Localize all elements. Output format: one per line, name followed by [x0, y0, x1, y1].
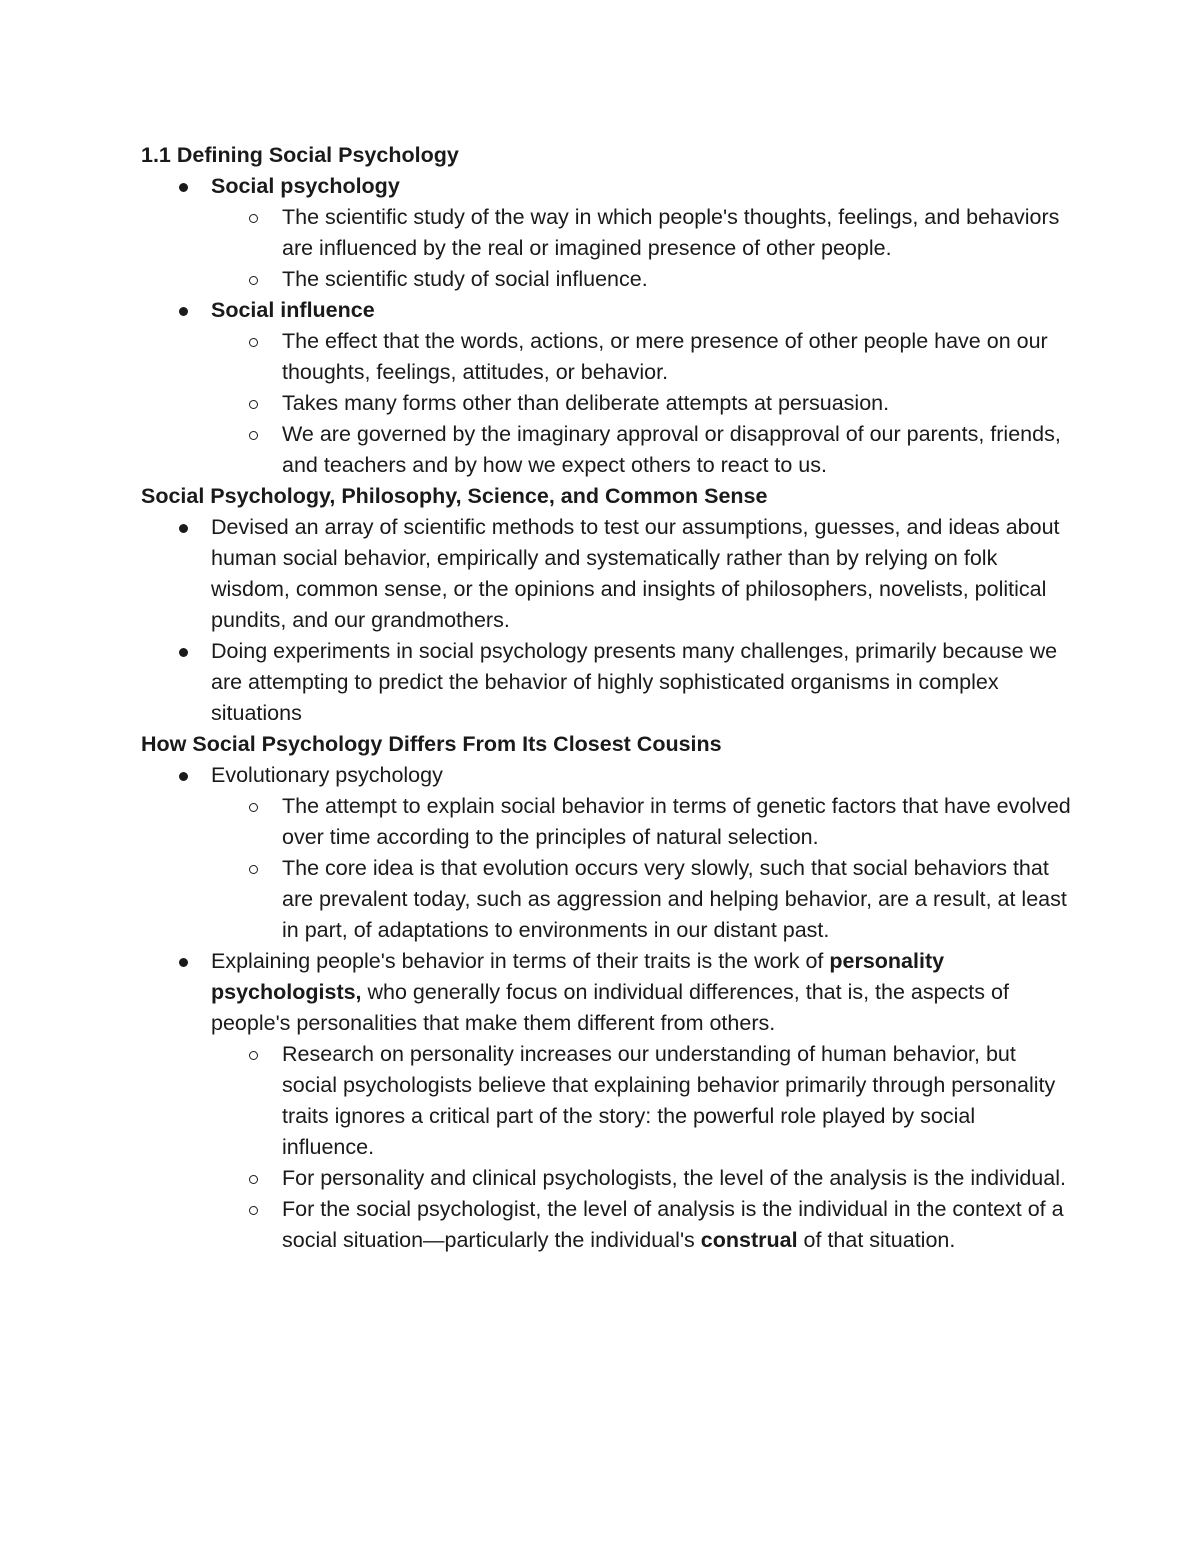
filled-bullet-icon	[179, 648, 188, 657]
sub-bullet-text-pre: For the social psychologist, the level of analysis is the individual in the context of a social situation—particularly the individual's	[282, 1197, 1064, 1252]
sub-bullet-item	[141, 202, 1071, 264]
sub-bullet-item	[141, 1194, 1071, 1256]
sub-bullet-item	[141, 1039, 1071, 1163]
hollow-bullet-icon	[249, 803, 258, 812]
document-content	[141, 140, 1071, 1256]
sub-bullet-text-post: of that situation.	[797, 1228, 956, 1252]
section-heading: 1.1 Defining Social Psychology	[141, 143, 459, 167]
hollow-bullet-icon	[249, 431, 258, 440]
bullet-item	[141, 512, 1071, 636]
sub-bullet-text: The attempt to explain social behavior in terms of genetic factors that have evolved over time according to the principles of natural selection.	[282, 794, 1071, 849]
sub-bullet-text: The scientific study of the way in which people's thoughts, feelings, and behaviors are influenced by the real or imagined presence of other people.	[282, 205, 1060, 260]
filled-bullet-icon	[179, 307, 188, 316]
sub-bullet-item	[141, 791, 1071, 853]
sub-bullet-text: The core idea is that evolution occurs very slowly, such that social behaviors that are prevalent today, such as aggression and helping behavior, are a result, at least in part, of adaptations to environments in our distant past.	[282, 856, 1067, 942]
filled-bullet-icon	[179, 524, 188, 533]
sub-bullet-item	[141, 264, 1071, 295]
bold-term: personality psychologists,	[211, 949, 945, 1004]
bullet-text: Evolutionary psychology	[211, 763, 443, 787]
sub-bullet-text: The scientific study of social influence.	[282, 267, 648, 291]
bullet-item	[141, 636, 1071, 729]
bullet-text-pre: Explaining people's behavior in terms of their traits is the work of	[211, 949, 830, 973]
sub-bullet-item	[141, 419, 1071, 481]
sub-bullet-item	[141, 326, 1071, 388]
sub-bullet-item	[141, 388, 1071, 419]
hollow-bullet-icon	[249, 338, 258, 347]
section-heading: Social Psychology, Philosophy, Science, and Common Sense	[141, 484, 768, 508]
hollow-bullet-icon	[249, 214, 258, 223]
sub-bullet-text: We are governed by the imaginary approval or disapproval of our parents, friends, and teachers and by how we expect others to react to us.	[282, 422, 1061, 477]
filled-bullet-icon	[179, 958, 188, 967]
sub-bullet-text: Takes many forms other than deliberate attempts at persuasion.	[282, 391, 890, 415]
hollow-bullet-icon	[249, 1051, 258, 1060]
hollow-bullet-icon	[249, 865, 258, 874]
term-label: Social influence	[211, 298, 375, 322]
bullet-item	[141, 760, 1071, 791]
bullet-text-post: who generally focus on individual differences, that is, the aspects of people's personalities that make them different from others.	[211, 980, 1009, 1035]
bullet-text: Devised an array of scientific methods to test our assumptions, guesses, and ideas about human social behavior, empirically and systematically rather than by relying on folk wisdom, common sense, or the opinions and insights of philosophers, novelists, political pundits, and our grandmothers.	[211, 515, 1060, 632]
bullet-item	[141, 295, 1071, 326]
sub-bullet-text: The effect that the words, actions, or mere presence of other people have on our thoughts, feelings, attitudes, or behavior.	[282, 329, 1048, 384]
filled-bullet-icon	[179, 183, 188, 192]
bold-term: construal	[700, 1228, 798, 1252]
hollow-bullet-icon	[249, 1206, 258, 1215]
section-heading: How Social Psychology Differs From Its Closest Cousins	[141, 732, 722, 756]
filled-bullet-icon	[179, 772, 188, 781]
bullet-item	[141, 946, 1071, 1039]
bullet-text: Doing experiments in social psychology presents many challenges, primarily because we are attempting to predict the behavior of highly sophisticated organisms in complex situations	[211, 639, 1058, 725]
bullet-item	[141, 171, 1071, 202]
term-label: Social psychology	[211, 174, 400, 198]
sub-bullet-item	[141, 853, 1071, 946]
sub-bullet-item	[141, 1163, 1071, 1194]
sub-bullet-text: Research on personality increases our understanding of human behavior, but social psychologists believe that explaining behavior primarily through personality traits ignores a critical part of the story: the powerful role played by social influence.	[282, 1042, 1056, 1159]
hollow-bullet-icon	[249, 1175, 258, 1184]
sub-bullet-text: For personality and clinical psychologists, the level of the analysis is the individual.	[282, 1166, 1066, 1190]
hollow-bullet-icon	[249, 400, 258, 409]
hollow-bullet-icon	[249, 276, 258, 285]
